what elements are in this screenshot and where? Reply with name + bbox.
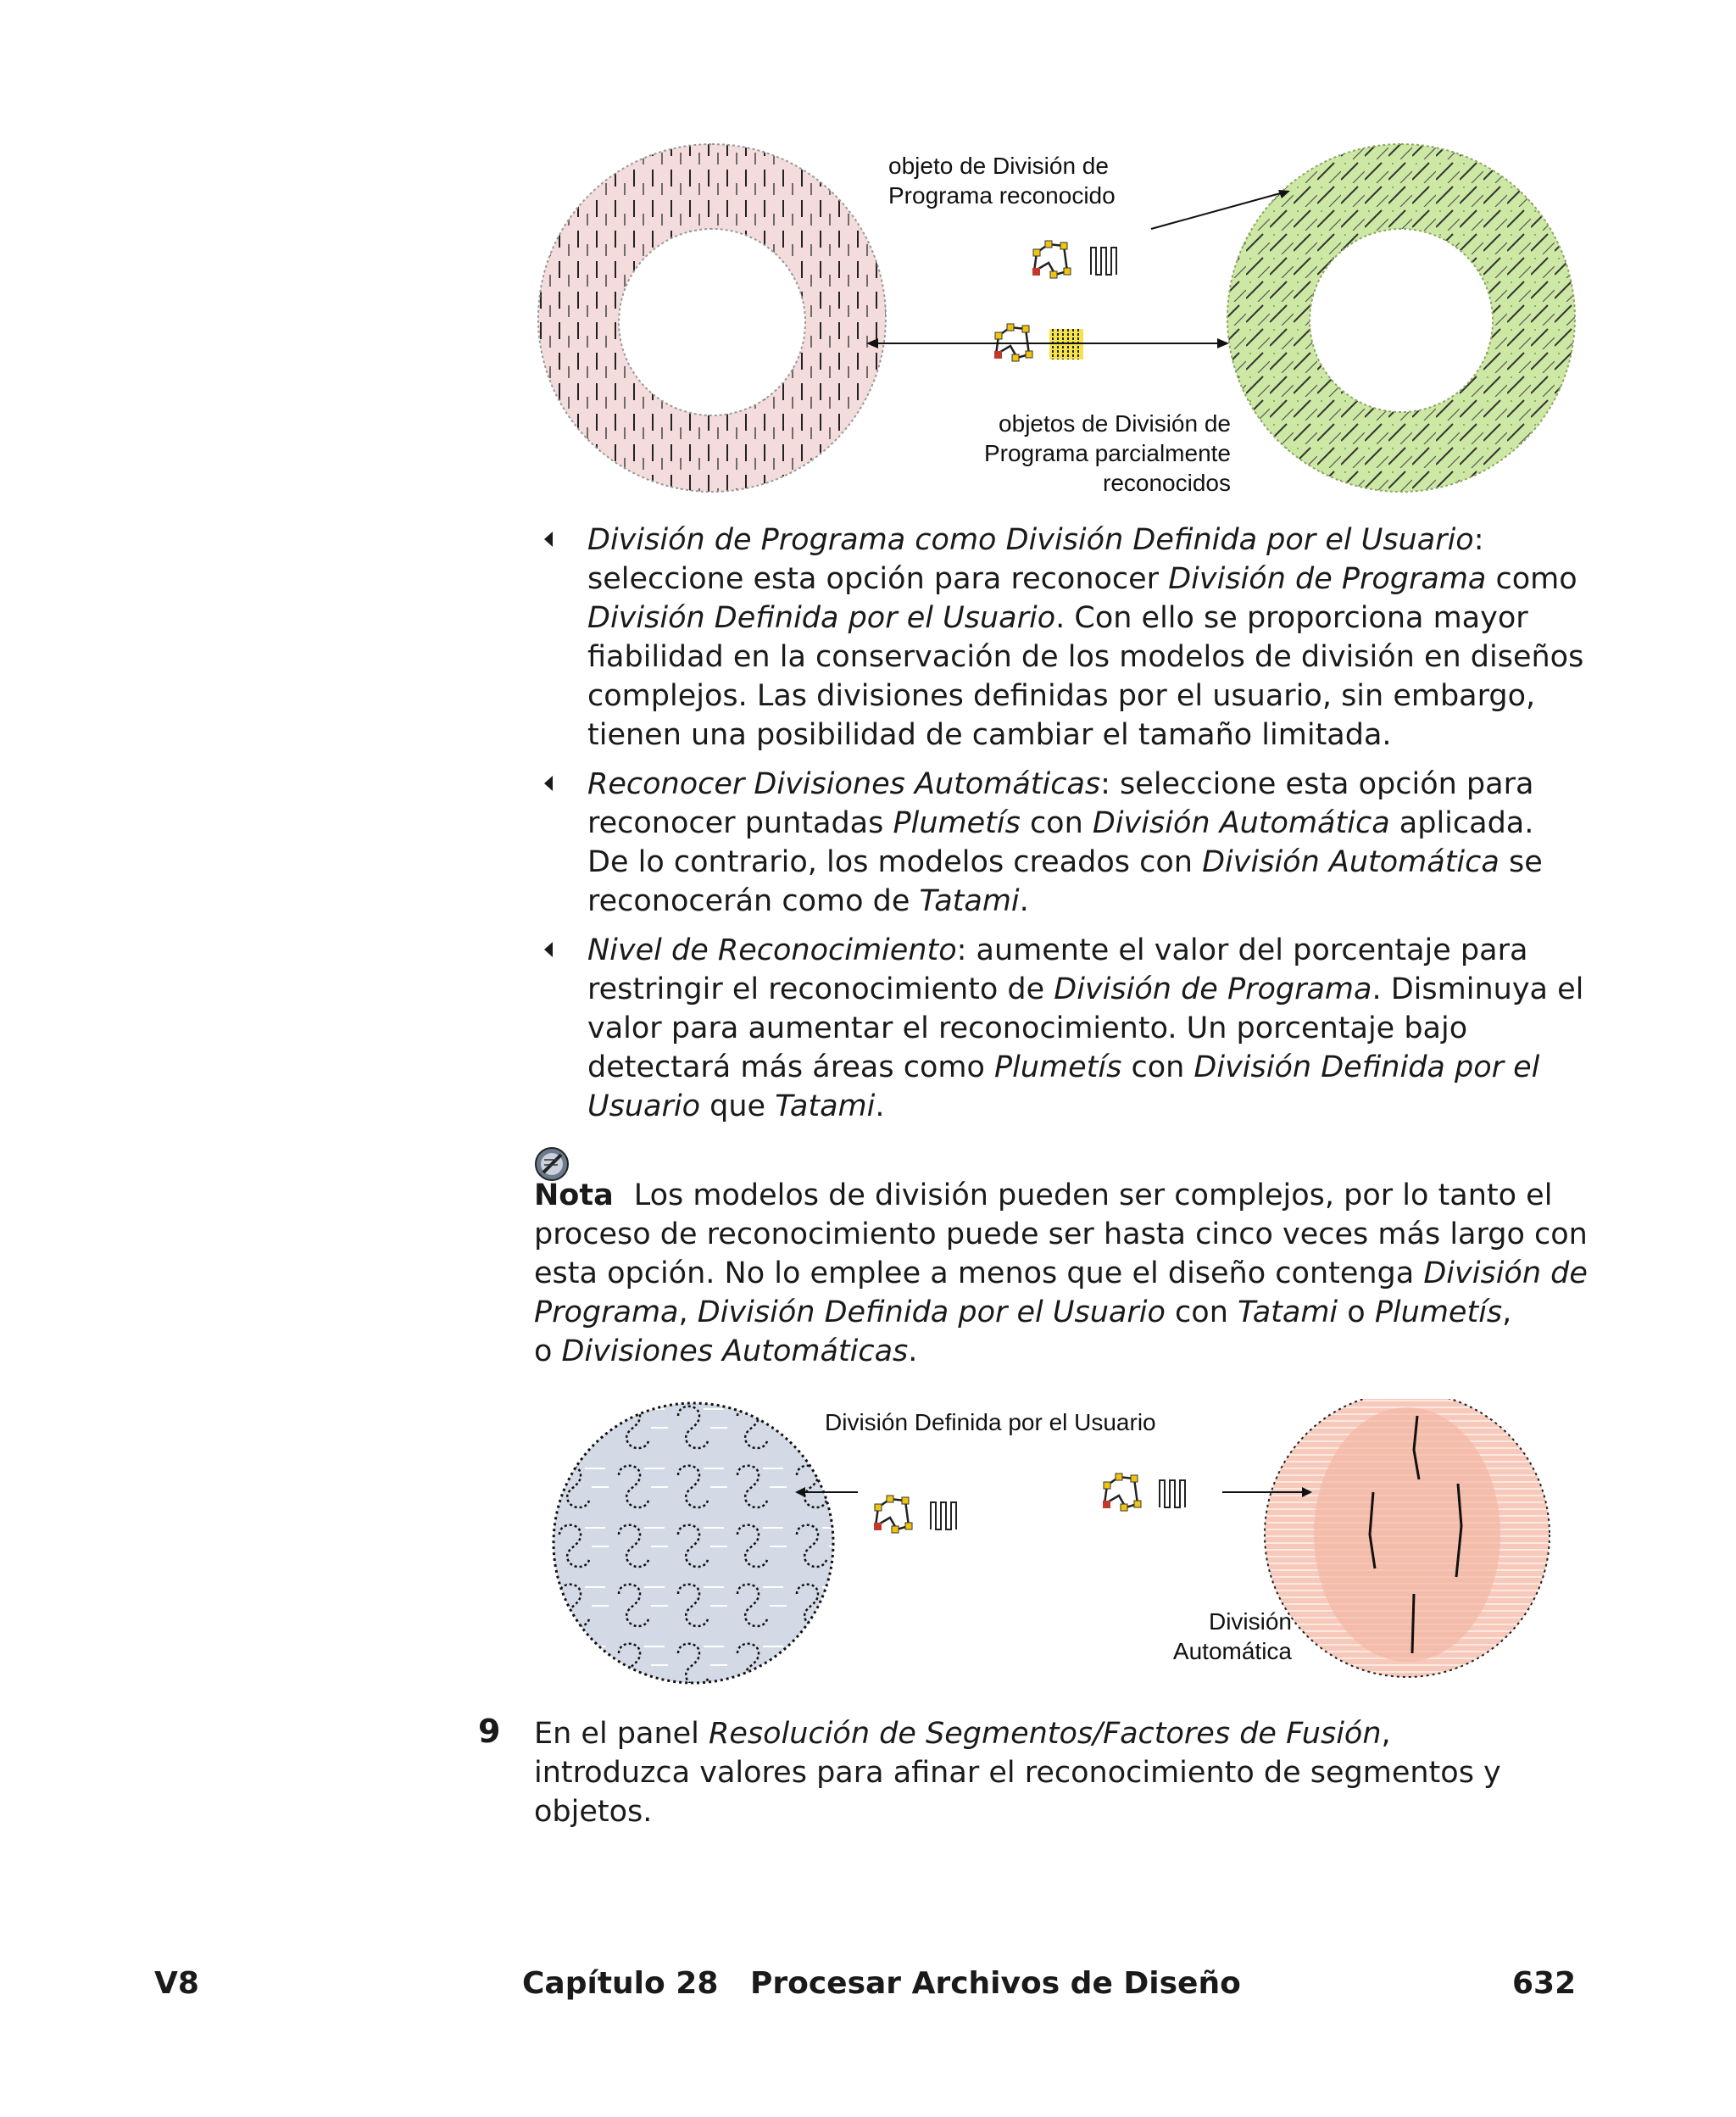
text-run: seleccione esta opción para reconocer	[587, 562, 1169, 596]
text-run: .	[875, 1089, 885, 1123]
arrow-double	[866, 338, 1229, 348]
footer-version: V8	[154, 1966, 199, 2001]
step-text	[534, 1714, 1602, 1831]
italic-term: División Definida por el	[1194, 1050, 1540, 1084]
italic-term: División Automática	[1202, 845, 1500, 879]
text-line	[534, 1714, 1602, 1753]
text-run: complejos. Las divisiones definidas por el usuario, sin embargo,	[587, 679, 1536, 713]
note-rest	[534, 1215, 1602, 1371]
italic-term: Programa	[534, 1295, 679, 1329]
pink-ring	[538, 144, 886, 492]
green-ring	[1227, 144, 1575, 492]
italic-term: Plumetís	[1374, 1295, 1503, 1329]
text-run: tienen una posibilidad de cambiar el tamaño limitada.	[587, 718, 1392, 752]
italic-term: Divisiones Automáticas	[561, 1334, 909, 1368]
label-auto-split	[1161, 1607, 1292, 1666]
text-line	[587, 765, 1605, 804]
text-run: De lo contrario, los modelos creados con	[587, 845, 1203, 879]
italic-term: Nivel de Reconocimiento	[587, 933, 957, 967]
text-line	[534, 1293, 1602, 1332]
figure-program-split	[534, 136, 1577, 500]
text-line	[587, 677, 1605, 716]
text-run: .	[1019, 884, 1029, 918]
note-line-0	[634, 1178, 1553, 1212]
italic-term: Plumetís	[893, 806, 1021, 840]
user-split-icon	[874, 1496, 956, 1533]
text-line	[534, 1753, 1602, 1792]
text-run: con	[1020, 806, 1093, 840]
text-line	[587, 599, 1605, 638]
auto-split-icon	[1103, 1474, 1185, 1511]
text-run: : aumente el valor del porcentaje para	[956, 933, 1528, 967]
text-line	[587, 882, 1605, 921]
text-run: aplicada.	[1389, 806, 1534, 840]
text-run: reconocer puntadas	[587, 806, 893, 840]
italic-term: Usuario	[587, 1089, 701, 1123]
bullet-marker	[544, 942, 553, 957]
text-line	[587, 716, 1605, 755]
text-run: : seleccione esta opción para	[1100, 767, 1534, 801]
label-line: Automática	[1172, 1638, 1292, 1664]
text-line	[587, 931, 1605, 970]
label-line: División	[1208, 1608, 1292, 1635]
italic-term: Resolución de Segmentos/Factores de Fusión	[709, 1717, 1382, 1751]
label-line: objeto de División de	[888, 153, 1109, 179]
text-line	[534, 1215, 1602, 1254]
text-run: detectará más áreas como	[587, 1050, 994, 1084]
italic-term: División Automática	[1092, 806, 1390, 840]
italic-term: División de Programa	[1168, 562, 1487, 596]
italic-term: Tatami	[775, 1089, 876, 1123]
italic-term: Tatami	[1238, 1295, 1338, 1329]
text-line	[587, 804, 1605, 843]
label-line: Programa reconocido	[888, 182, 1116, 209]
figure-auto-split-graphic	[551, 1399, 1568, 1687]
italic-term: Reconocer Divisiones Automáticas	[587, 767, 1101, 801]
text-run: fiabilidad en la conservación de los modelos de división en diseños	[587, 640, 1584, 674]
text-run: :	[1473, 523, 1484, 557]
bullet-marker	[544, 532, 553, 547]
text-run: . Disminuya el	[1372, 972, 1584, 1006]
text-run: ,	[1502, 1295, 1512, 1329]
text-line	[587, 638, 1605, 677]
text-run: como	[1486, 562, 1577, 596]
text-run: o	[534, 1334, 562, 1368]
bullet-item	[587, 931, 1605, 1126]
bullet-marker	[544, 776, 553, 791]
italic-term: Plumetís	[994, 1050, 1122, 1084]
text-run: con	[1165, 1295, 1238, 1329]
note-block	[534, 1176, 1602, 1371]
text-run: esta opción. No lo emplee a menos que el diseño contenga	[534, 1256, 1424, 1290]
bullet-item	[587, 521, 1605, 755]
text-run: ,	[1381, 1717, 1391, 1751]
text-line	[534, 1254, 1602, 1293]
text-run: proceso de reconocimiento puede ser hasta cinco veces más largo con	[534, 1217, 1588, 1251]
step-number: 9	[478, 1713, 501, 1750]
label-line: reconocidos	[1103, 470, 1231, 496]
footer-chapter-title: Capítulo 28 Procesar Archivos de Diseño	[522, 1966, 1241, 2001]
text-run: reconocerán como de	[587, 884, 920, 918]
text-line	[587, 970, 1605, 1009]
label-line: objetos de División de	[999, 410, 1231, 437]
italic-term: División Definida por el Usuario	[697, 1295, 1166, 1329]
label-line: Programa parcialmente	[983, 440, 1231, 466]
text-run: o	[1338, 1295, 1375, 1329]
italic-term: División de	[1423, 1256, 1588, 1290]
text-run: valor para aumentar el reconocimiento. Un porcentaje bajo	[587, 1011, 1468, 1045]
text-run: . Con ello se proporciona mayor	[1055, 601, 1528, 635]
italic-term: División de Programa	[1054, 972, 1372, 1006]
label-partially-recognized	[932, 409, 1231, 498]
italic-term: Tatami	[919, 884, 1020, 918]
text-run: ,	[678, 1295, 698, 1329]
split-object-icon-top	[1032, 241, 1116, 278]
text-run: Los modelos de división pueden ser complejos, por lo tanto el	[633, 1178, 1553, 1212]
text-line	[587, 1009, 1605, 1048]
text-line	[587, 843, 1605, 882]
footer-page-number: 632	[1512, 1966, 1577, 2001]
text-run: que	[700, 1089, 776, 1123]
label-user-defined-split: División Definida por el Usuario	[825, 1409, 1156, 1435]
text-line	[534, 1792, 1602, 1831]
note-first-line	[534, 1176, 1602, 1215]
figure-auto-split	[551, 1399, 1568, 1687]
text-run: restringir el reconocimiento de	[587, 972, 1054, 1006]
blue-circle	[554, 1403, 833, 1683]
label-recognized	[888, 151, 1116, 210]
text-run: .	[908, 1334, 918, 1368]
text-line	[587, 1048, 1605, 1087]
text-run: introduzca valores para afinar el reconocimiento de segmentos y	[534, 1756, 1501, 1790]
text-line	[587, 1087, 1605, 1126]
bullet-item	[587, 765, 1605, 921]
text-run: con	[1121, 1050, 1194, 1084]
note-heading: Nota	[534, 1178, 614, 1212]
text-line	[587, 560, 1605, 599]
text-run: se	[1499, 845, 1543, 879]
text-line	[587, 521, 1605, 560]
italic-term: División Definida por el Usuario	[587, 601, 1056, 635]
text-line	[534, 1332, 1602, 1371]
text-run: En el panel	[534, 1717, 709, 1751]
text-run: objetos.	[534, 1795, 653, 1829]
italic-term: División de Programa como División Definida por el Usuario	[587, 523, 1474, 557]
arrow-user-split	[795, 1487, 858, 1497]
